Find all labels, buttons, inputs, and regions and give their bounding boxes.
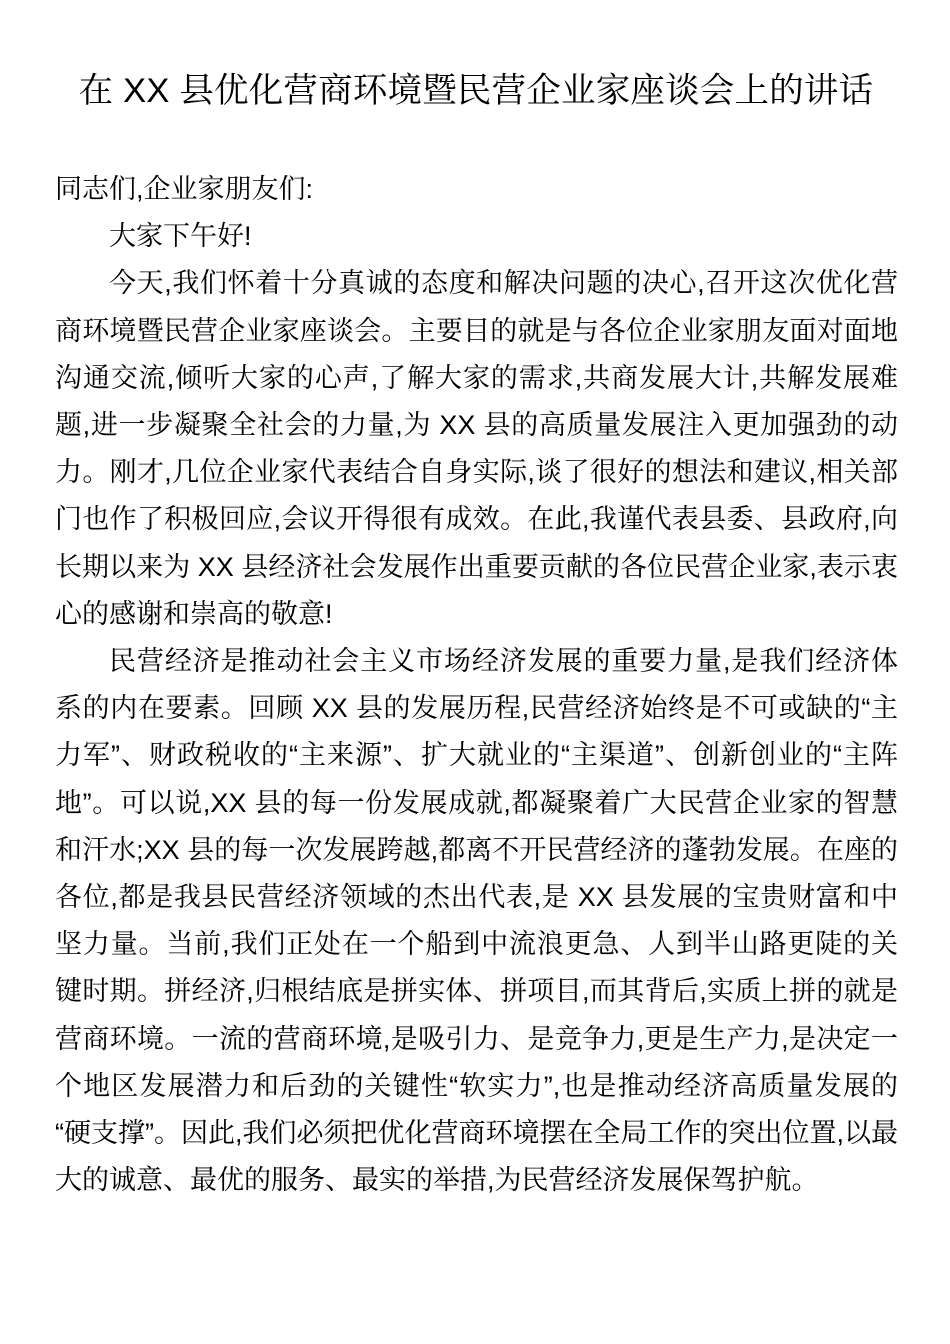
paragraph-salutation: 同志们,企业家朋友们: <box>55 174 314 204</box>
paragraph-private-economy-section: 民营经济是推动社会主义市场经济发展的重要力量,是我们经济体系的内在要素。回顾 XX 县的发展历程,民营经济始终是不可或缺的“主力军”、财政税收的“主来源”、扩大就业的“主渠道”、创新创业的“主阵地”。可以说,XX 县的每一份发展成就,都凝聚着广大民营企业家的智慧和汗水;XX 县的每一次发展跨越,都离不开民营经济的蓬勃发展。在座的各位,都是我县民营经济领域的杰出代表,是 XX 县发展的宝贵财富和中坚力量。当前,我们正处在一个船到中流浪更急、人到半山路更陡的关键时期。拼经济,归根结底是拼实体、拼项目,而其背后,实质上拼的就是营商环境。一流的营商环境,是吸引力、是竞争力,更是生产力,是决定一个地区发展潜力和后劲的关键性“软实力”,也是推动经济高质量发展的“硬支撑”。因此,我们必须把优化营商环境摆在全局工作的突出位置,以最大的诚意、最优的服务、最实的举措,为民营经济发展保驾护航。 <box>55 646 898 1196</box>
paragraph-greeting: 大家下午好! <box>109 221 252 252</box>
paragraph-opening-remarks: 今天,我们怀着十分真诚的态度和解决问题的决心,召开这次优化营商环境暨民营企业家座谈会。主要目的就是与各位企业家朋友面对面地沟通交流,倾听大家的心声,了解大家的需求,共商发展大计,共解发展难题,进一步凝聚全社会的力量,为 XX 县的高质量发展注入更加强劲的动力。刚才,几位企业家代表结合自身实际,谈了很好的想法和建议,相关部门也作了积极回应,会议开得很有成效。在此,我谨代表县委、县政府,向长期以来为 XX 县经济社会发展作出重要贡献的各位民营企业家,表示衷心的感谢和崇高的敬意! <box>55 268 898 629</box>
page-title: 在 XX 县优化营商环境暨民营企业家座谈会上的讲话 <box>78 72 874 110</box>
document-body <box>55 166 898 1204</box>
